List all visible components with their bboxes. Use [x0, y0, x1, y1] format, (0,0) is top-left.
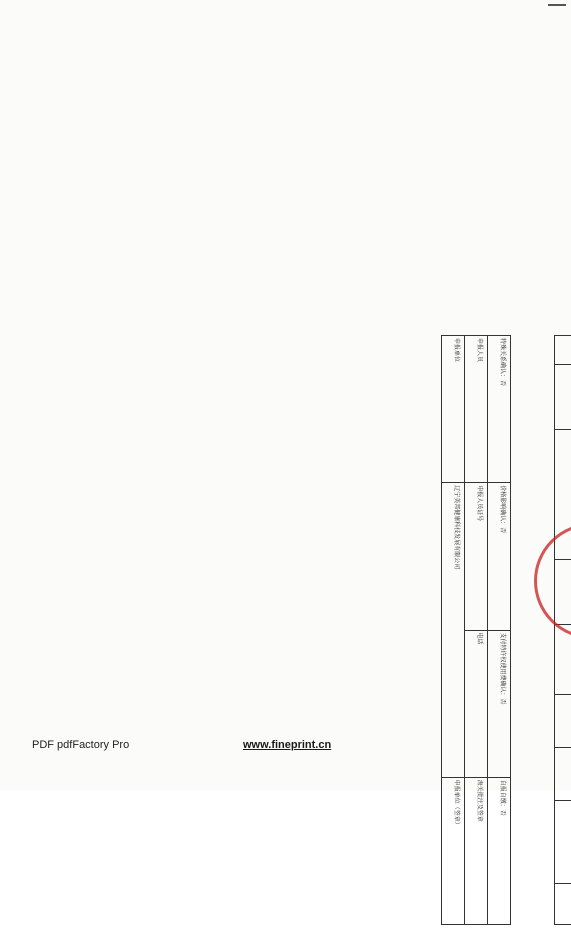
pdf-factory-label: PDF pdfFactory Pro [32, 739, 129, 751]
goods-dest [555, 748, 571, 801]
fineprint-link[interactable]: www.fineprint.cn [243, 739, 331, 751]
phone-label: 电话 [465, 630, 488, 777]
goods-exempt [555, 883, 571, 924]
unit-row [442, 336, 465, 925]
unit-label: 申报单位 [442, 336, 465, 483]
goods-origin [555, 695, 571, 748]
declarer-label: 申报人员 [465, 336, 488, 483]
self-tax: 自报自缴：否 [488, 777, 511, 924]
unit-value: 辽宁美邦健康科技发展有限公司 [442, 483, 465, 778]
customs-sign-label: 海关批注及签章 [465, 777, 488, 924]
royalty-confirm: 支付特许权使用费确认：否 [488, 630, 511, 777]
declarer-id-label: 申报人员证号 [465, 483, 488, 630]
goods-code [555, 365, 571, 430]
rotated-declaration-form [386, 275, 571, 935]
corner-mark [548, 4, 566, 6]
goods-price [555, 624, 571, 695]
company-seal [534, 523, 571, 639]
goods-no [555, 336, 571, 365]
price-impact: 价格影响确认：否 [488, 483, 511, 630]
confirm-row [488, 336, 511, 925]
declarer-row [465, 336, 488, 925]
special-relation: 特殊关系确认：否 [488, 336, 511, 483]
declare-sign-label: 申报单位（签章） [442, 777, 465, 924]
declaration-footer-table [441, 335, 511, 925]
goods-domestic [555, 801, 571, 883]
